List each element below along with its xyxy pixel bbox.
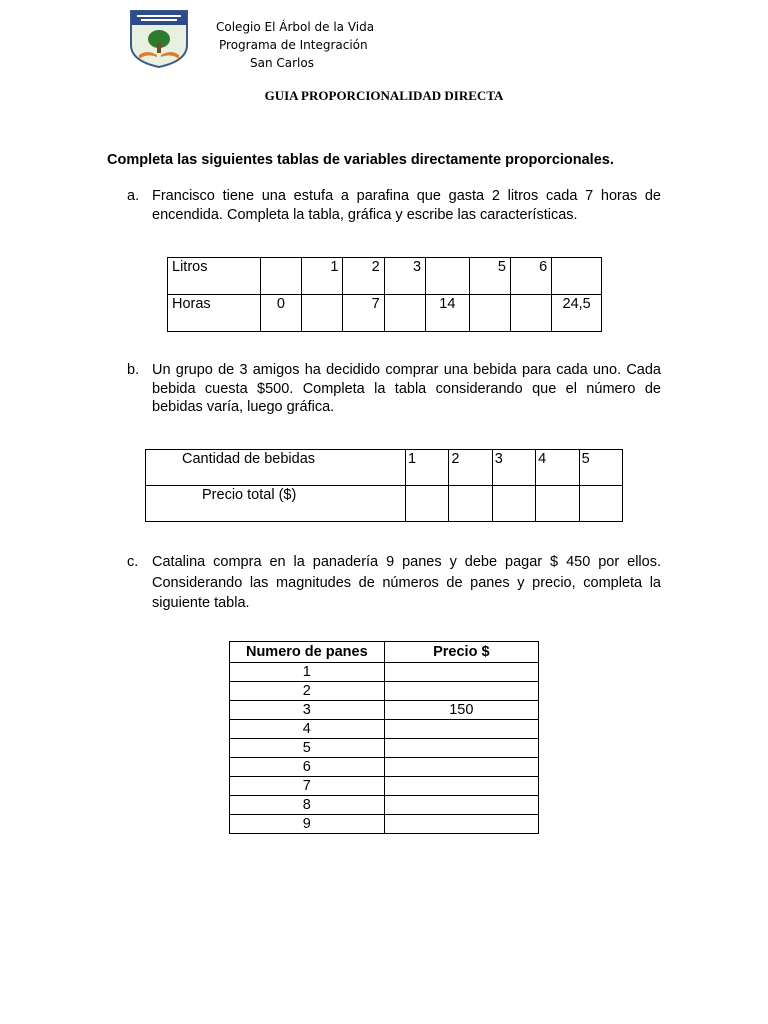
table-cell: 6 <box>510 258 551 295</box>
column-header: Numero de panes <box>230 642 385 663</box>
school-line-2: Programa de Integración <box>219 38 368 52</box>
table-cell <box>510 295 551 332</box>
table-cell: 5 <box>469 258 510 295</box>
question-a-letter: a. <box>127 188 140 204</box>
table-cell <box>384 663 538 682</box>
column-header: Precio $ <box>384 642 538 663</box>
school-line-3: San Carlos <box>250 56 314 70</box>
liters-hours-table <box>167 257 602 332</box>
table-cell: 1 <box>406 450 449 486</box>
table-cell: 3 <box>384 258 425 295</box>
table-cell: 5 <box>579 450 622 486</box>
table-cell <box>384 777 538 796</box>
table-row <box>230 815 539 834</box>
table-cell: 9 <box>230 815 385 834</box>
table-cell: 3 <box>492 450 535 486</box>
table-cell: 2 <box>230 682 385 701</box>
table-row <box>230 777 539 796</box>
table-cell <box>384 815 538 834</box>
table-header-row <box>230 642 539 663</box>
table-cell: 1 <box>302 258 343 295</box>
question-c <box>127 552 661 614</box>
table-cell <box>406 486 449 522</box>
table-cell <box>579 486 622 522</box>
drinks-price-table <box>145 449 623 522</box>
table-cell <box>260 258 301 295</box>
table-cell <box>449 486 492 522</box>
school-line-1: Colegio El Árbol de la Vida <box>216 20 375 34</box>
question-b <box>127 361 661 417</box>
table-cell <box>384 796 538 815</box>
question-b-letter: b. <box>127 362 140 378</box>
table-row <box>146 486 623 522</box>
table-cell: 4 <box>536 450 579 486</box>
table-cell: Horas <box>168 295 261 332</box>
table-row <box>146 450 623 486</box>
table-cell: Cantidad de bebidas <box>146 450 406 486</box>
table-cell <box>426 258 470 295</box>
table-cell <box>469 295 510 332</box>
table-cell: Precio total ($) <box>146 486 406 522</box>
question-c-letter: c. <box>127 554 139 570</box>
question-a <box>127 187 661 224</box>
table-cell: Litros <box>168 258 261 295</box>
table-cell <box>552 258 602 295</box>
table-cell <box>384 720 538 739</box>
instruction-text: Completa las siguientes tablas de variables directamente proporcionales. <box>107 152 614 168</box>
question-b-text: Un grupo de 3 amigos ha decidido comprar una bebida para cada uno. Cada bebida cuesta $500. Completa la tabla considerando que el número de bebidas varía, luego gráfica. <box>152 362 661 415</box>
table-cell <box>384 739 538 758</box>
document-title: GUIA PROPORCIONALIDAD DIRECTA <box>264 88 504 103</box>
table-cell: 1 <box>230 663 385 682</box>
table-cell: 2 <box>449 450 492 486</box>
school-logo <box>127 9 191 69</box>
table-row <box>168 295 602 332</box>
school-name <box>210 18 380 72</box>
table-cell <box>492 486 535 522</box>
table-row <box>230 682 539 701</box>
table-cell: 2 <box>343 258 384 295</box>
table-cell: 7 <box>230 777 385 796</box>
table-cell <box>302 295 343 332</box>
question-c-text: Catalina compra en la panadería 9 panes y debe pagar $ 450 por ellos. Considerando las magnitudes de números de panes y precio, completa la siguiente tabla. <box>152 554 661 611</box>
table-cell: 3 <box>230 701 385 720</box>
table-row <box>230 720 539 739</box>
table-cell <box>384 758 538 777</box>
table-cell: 8 <box>230 796 385 815</box>
table-cell: 14 <box>426 295 470 332</box>
table-cell <box>536 486 579 522</box>
table-cell: 4 <box>230 720 385 739</box>
bread-price-table <box>229 641 539 834</box>
table-cell: 6 <box>230 758 385 777</box>
question-a-text: Francisco tiene una estufa a parafina que gasta 2 litros cada 7 horas de encendida. Completa la tabla, gráfica y escribe las características. <box>152 188 661 223</box>
table-cell: 24,5 <box>552 295 602 332</box>
table-cell <box>384 682 538 701</box>
table-row <box>230 758 539 777</box>
table-cell <box>384 295 425 332</box>
table-cell: 5 <box>230 739 385 758</box>
table-cell: 7 <box>343 295 384 332</box>
table-row <box>230 663 539 682</box>
table-cell: 0 <box>260 295 301 332</box>
table-row <box>230 739 539 758</box>
table-row <box>168 258 602 295</box>
table-row <box>230 701 539 720</box>
table-cell: 150 <box>384 701 538 720</box>
table-row <box>230 796 539 815</box>
